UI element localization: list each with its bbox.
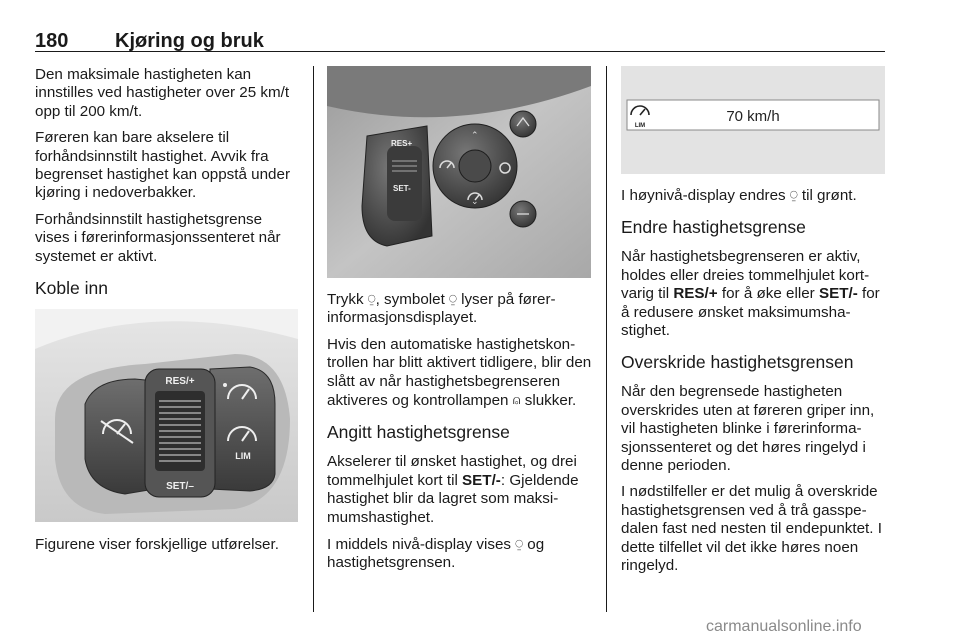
paragraph: Føreren kan bare akselere til forhåndsinnstilt hastighet. Avvik fra begrenset hastighet kan oppstå under kjøring i nedoverbakker.: [35, 129, 290, 202]
paragraph: I nødstilfeller er det mulig å overskride hastighetsgrensen ved å trå gasspedalen fast ned nesten til endepunktet. I dette tilfellet vil det ikke høres noen ringelyd.: [621, 483, 882, 575]
res-plus-label: RES/+: [165, 376, 195, 388]
page-header: [35, 4, 885, 52]
watermark: carmanualsonline.info: [706, 618, 862, 635]
svg-text:⌄: ⌄: [471, 196, 479, 206]
page-title: Kjøring og bruk: [115, 30, 264, 52]
paragraph: I høynivå-display endres ⍜ til grønt.: [621, 187, 857, 204]
lim-label: LIM: [634, 123, 646, 129]
speed-limit-value: 70 km/h: [726, 108, 780, 125]
section-heading: Overskride hastighetsgrensen: [621, 352, 854, 373]
cruise-control-icon: ⍝: [512, 392, 521, 408]
section-heading: Koble inn: [35, 278, 108, 299]
section-heading: Endre hastighetsgrense: [621, 217, 806, 238]
steering-wheel-illustration: [327, 66, 591, 278]
steering-wheel-controls-figure: [327, 66, 591, 278]
column-divider: [606, 66, 607, 612]
figure-caption: Figurene viser forskjellige utførelser.: [35, 536, 279, 554]
page-number: 180: [35, 30, 69, 52]
paragraph: Når hastighetsbegrenseren er aktiv, holdes eller dreies tommelhjulet kortvarig til RES/+ for å øke eller SET/- for å redusere ønsket maksimumshastighet.: [621, 248, 880, 340]
column-left: [35, 66, 300, 562]
paragraph: Den maksimale hastigheten kan innstilles ved hastigheter over 25 km/t opp til 200 km/t.: [35, 66, 290, 120]
column-middle: [327, 66, 592, 581]
set-minus-label: SET-: [393, 184, 411, 193]
svg-text:⌃: ⌃: [471, 130, 479, 140]
set-minus-label: SET/–: [166, 481, 194, 493]
display-figure: [621, 66, 885, 174]
speed-limiter-icon: ⍜: [449, 291, 457, 306]
column-right: [621, 66, 886, 584]
res-plus-label: RES+: [391, 139, 413, 148]
paragraph: Akselerer til ønsket hastighet, og drei tommelhjulet kort til SET/-: Gjeldende hastighet blir da lagret som maksimumshastighet.: [327, 453, 579, 526]
driver-info-display-illustration: [621, 66, 885, 174]
paragraph: I middels nivå-display vises ⍜ og hastighetsgrensen.: [327, 536, 545, 572]
paragraph: Når den begrensede hastigheten overskrides uten at føreren griper inn, vil hastigheten blinke i førerinformasjonssenteret og det høres ringelyd i denne perioden.: [621, 383, 875, 475]
lim-label: LIM: [235, 451, 251, 462]
paragraph: Hvis den automatiske hastighetskontrollen har blitt aktivert tidligere, blir den slått av når hastighetsbegrenseren aktiveres og kontrollampen ⍝ slukker.: [327, 335, 592, 410]
column-divider: [313, 66, 314, 612]
paragraph: Forhåndsinnstilt hastighetsgrense vises i førerinformasjonssenteret når systemet er aktivt.: [35, 210, 281, 265]
section-heading: Angitt hastighetsgrense: [327, 422, 510, 443]
steering-wheel-illustration: [35, 309, 298, 522]
speed-limiter-icon: ⍜: [367, 291, 376, 306]
steering-wheel-buttons-figure: [35, 309, 298, 522]
speed-limiter-icon: ⍜: [515, 536, 524, 552]
paragraph: Trykk ⍜, symbolet ⍜ lyser på førerinformasjonsdisplayet.: [327, 291, 556, 327]
speed-limiter-icon: ⍜: [789, 187, 798, 202]
